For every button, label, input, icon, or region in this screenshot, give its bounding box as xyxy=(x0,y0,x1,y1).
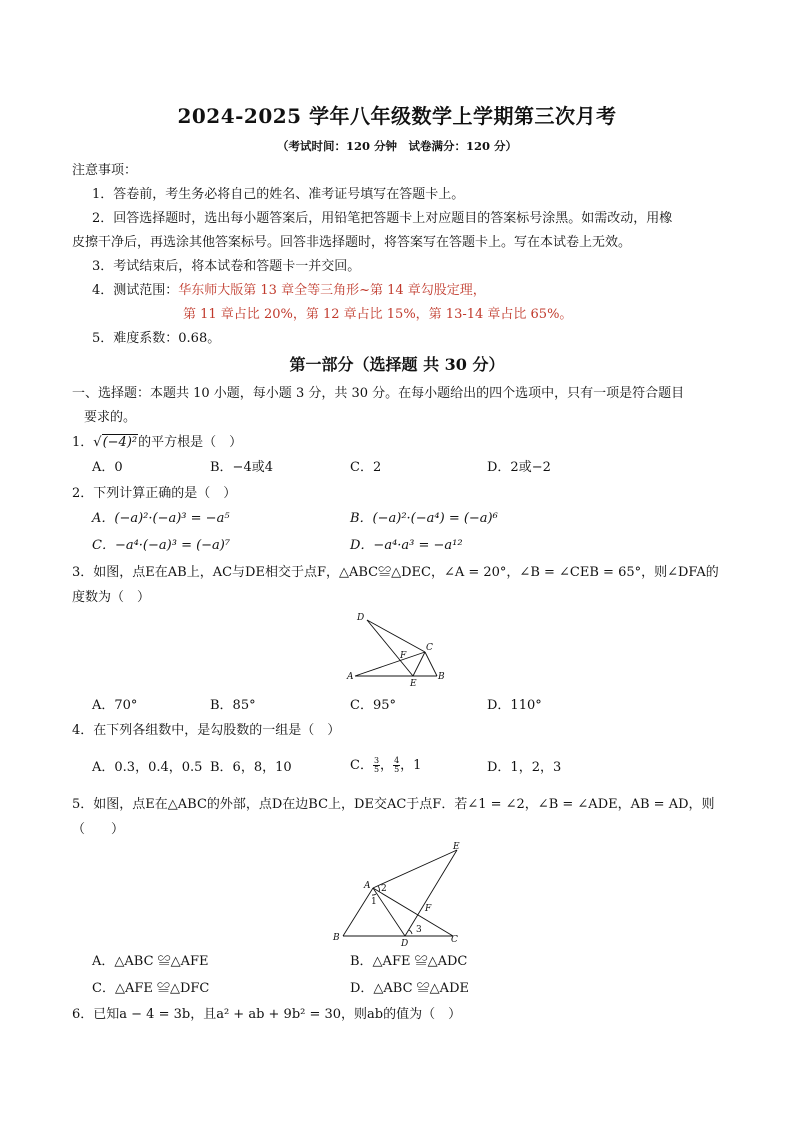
question-1-option-c: C．2 xyxy=(350,460,382,475)
question-1-number: 1． xyxy=(72,435,94,450)
q3-label-b: B xyxy=(438,672,445,682)
question-3-option-a: A．70° xyxy=(92,698,138,713)
notice-item-2a: 2．回答选择题时，选出每小题答案后，用铅笔把答题卡上对应题目的答案标号涂黑。如需改动，用橡 xyxy=(92,211,673,226)
question-5-figure xyxy=(325,840,470,948)
q5-label-3: 3 xyxy=(416,925,422,935)
notice-item-3: 3．考试结束后，将本试卷和答题卡一并交回。 xyxy=(92,259,361,274)
question-6-stem: 6．已知a − 4 = 3b，且a² + ab + 9b² = 30，则ab的值为（ ） xyxy=(72,1007,462,1022)
q5-label-1: 1 xyxy=(371,897,377,907)
q5-label-a: A xyxy=(364,881,371,891)
question-1-option-a: A．0 xyxy=(92,460,123,475)
question-3-option-d: D．110° xyxy=(487,698,542,713)
section-1-title: 第一部分（选择题 共 30 分） xyxy=(289,355,505,374)
question-4-option-a: A．0.3，0.4，0.5 xyxy=(92,760,203,775)
notice-item-2b: 皮擦干净后，再选涂其他答案标号。回答非选择题时，将答案写在答题卡上。写在本试卷上无效。 xyxy=(72,235,632,250)
fraction-4-5: $\frac{4}{5}$ xyxy=(394,756,400,774)
sqrt-symbol-icon: √ xyxy=(93,435,102,450)
q5-label-e: E xyxy=(453,842,460,852)
q5-angle-1-arc xyxy=(372,894,376,895)
q5-label-f: F xyxy=(425,904,432,914)
notice-item-4a xyxy=(92,282,486,300)
question-2-option-b: B．(−a)²·(−a⁴) = (−a)⁶ xyxy=(350,511,498,526)
question-2-stem: 2．下列计算正确的是（ ） xyxy=(72,486,237,501)
q5-label-d: D xyxy=(401,939,409,948)
q3-segment-cb xyxy=(425,652,437,676)
question-5-stem-a: 5．如图，点E在△ABC的外部，点D在边BC上，DE交AC于点F．若∠1 = ∠2，∠B = ∠ADE，AB = AD，则 xyxy=(72,797,715,812)
notice-heading: 注意事项： xyxy=(72,163,138,178)
question-5-option-a: A．△ABC ≌△AFE xyxy=(92,954,209,969)
question-1-option-b: B．−4或4 xyxy=(210,460,273,475)
exam-subtitle: （考试时间：120 分钟 试卷满分：120 分） xyxy=(276,139,517,153)
notice-item-4-range: 华东师大版第 13 章全等三角形~第 14 章勾股定理， xyxy=(178,283,486,298)
question-1-option-d: D．2或−2 xyxy=(487,460,551,475)
q3-label-d: D xyxy=(357,613,365,623)
q3-label-c: C xyxy=(426,643,433,653)
question-1-stem xyxy=(72,434,242,452)
q3-label-e: E xyxy=(410,679,417,689)
q5-label-b: B xyxy=(333,933,340,943)
section-1-intro-a: 一、选择题：本题共 10 小题，每小题 3 分，共 30 分。在每小题给出的四个选项中，只有一项是符合题目 xyxy=(72,386,685,401)
q5-label-2: 2 xyxy=(381,884,387,894)
question-2-option-a: A．(−a)²·(−a)³ = −a⁵ xyxy=(92,511,230,526)
exam-title: 2024-2025 学年八年级数学上学期第三次月考 xyxy=(177,104,617,128)
q5-segment-ae xyxy=(373,850,457,888)
q3-label-a: A xyxy=(347,672,354,682)
q3-segment-dc xyxy=(367,620,425,652)
question-1-radicand: (−4)² xyxy=(102,435,138,450)
section-1-intro-b: 要求的。 xyxy=(84,410,137,425)
q5-label-c: C xyxy=(451,935,458,945)
question-4-stem: 4．在下列各组数中，是勾股数的一组是（ ） xyxy=(72,723,341,738)
question-5-option-b: B．△AFE ≌△ADC xyxy=(350,954,468,969)
question-4-option-b: B．6，8，10 xyxy=(210,760,292,775)
question-2-option-c: C．−a⁴·(−a)³ = (−a)⁷ xyxy=(92,538,231,553)
notice-item-5: 5．难度系数：0.68。 xyxy=(92,331,221,346)
question-3-option-b: B．85° xyxy=(210,698,256,713)
question-2-option-d: D．−a⁴·a³ = −a¹² xyxy=(350,538,463,553)
question-3-stem-a: 3．如图，点E在AB上，AC与DE相交于点F，△ABC≌△DEC，∠A = 20°，∠B = ∠CEB = 65°，则∠DFA的 xyxy=(72,565,719,580)
question-5-stem-b: （ ） xyxy=(72,822,125,837)
question-4-option-c: C． $\frac{3}{5}$ ， $\frac{4}{5}$ ，1 xyxy=(350,756,422,774)
question-5-option-d: D．△ABC ≌△ADE xyxy=(350,981,469,996)
q5-angle-3-arc xyxy=(409,930,412,934)
question-4-option-c-prefix: C． xyxy=(350,758,373,773)
question-4-option-d: D．1，2，3 xyxy=(487,760,562,775)
notice-item-1: 1．答卷前，考生务必将自己的姓名、准考证号填写在答题卡上。 xyxy=(92,187,465,202)
question-3-option-c: C．95° xyxy=(350,698,396,713)
fraction-3-5: $\frac{3}{5}$ xyxy=(373,756,380,774)
q5-segment-ab xyxy=(343,888,373,936)
q5-segment-ac xyxy=(373,888,453,936)
question-1-stem-tail: 的平方根是（ ） xyxy=(138,435,243,450)
question-3-figure xyxy=(345,608,455,690)
q5-segment-ad xyxy=(373,888,405,936)
q3-label-f: F xyxy=(400,651,407,661)
question-5-option-c: C．△AFE ≌△DFC xyxy=(92,981,210,996)
question-3-stem-b: 度数为（ ） xyxy=(72,590,151,605)
q3-segment-de xyxy=(367,620,413,676)
notice-item-4b: 第 11 章占比 20%，第 12 章占比 15%，第 13-14 章占比 65%。 xyxy=(183,307,573,322)
notice-item-4-prefix: 4．测试范围： xyxy=(92,283,179,298)
